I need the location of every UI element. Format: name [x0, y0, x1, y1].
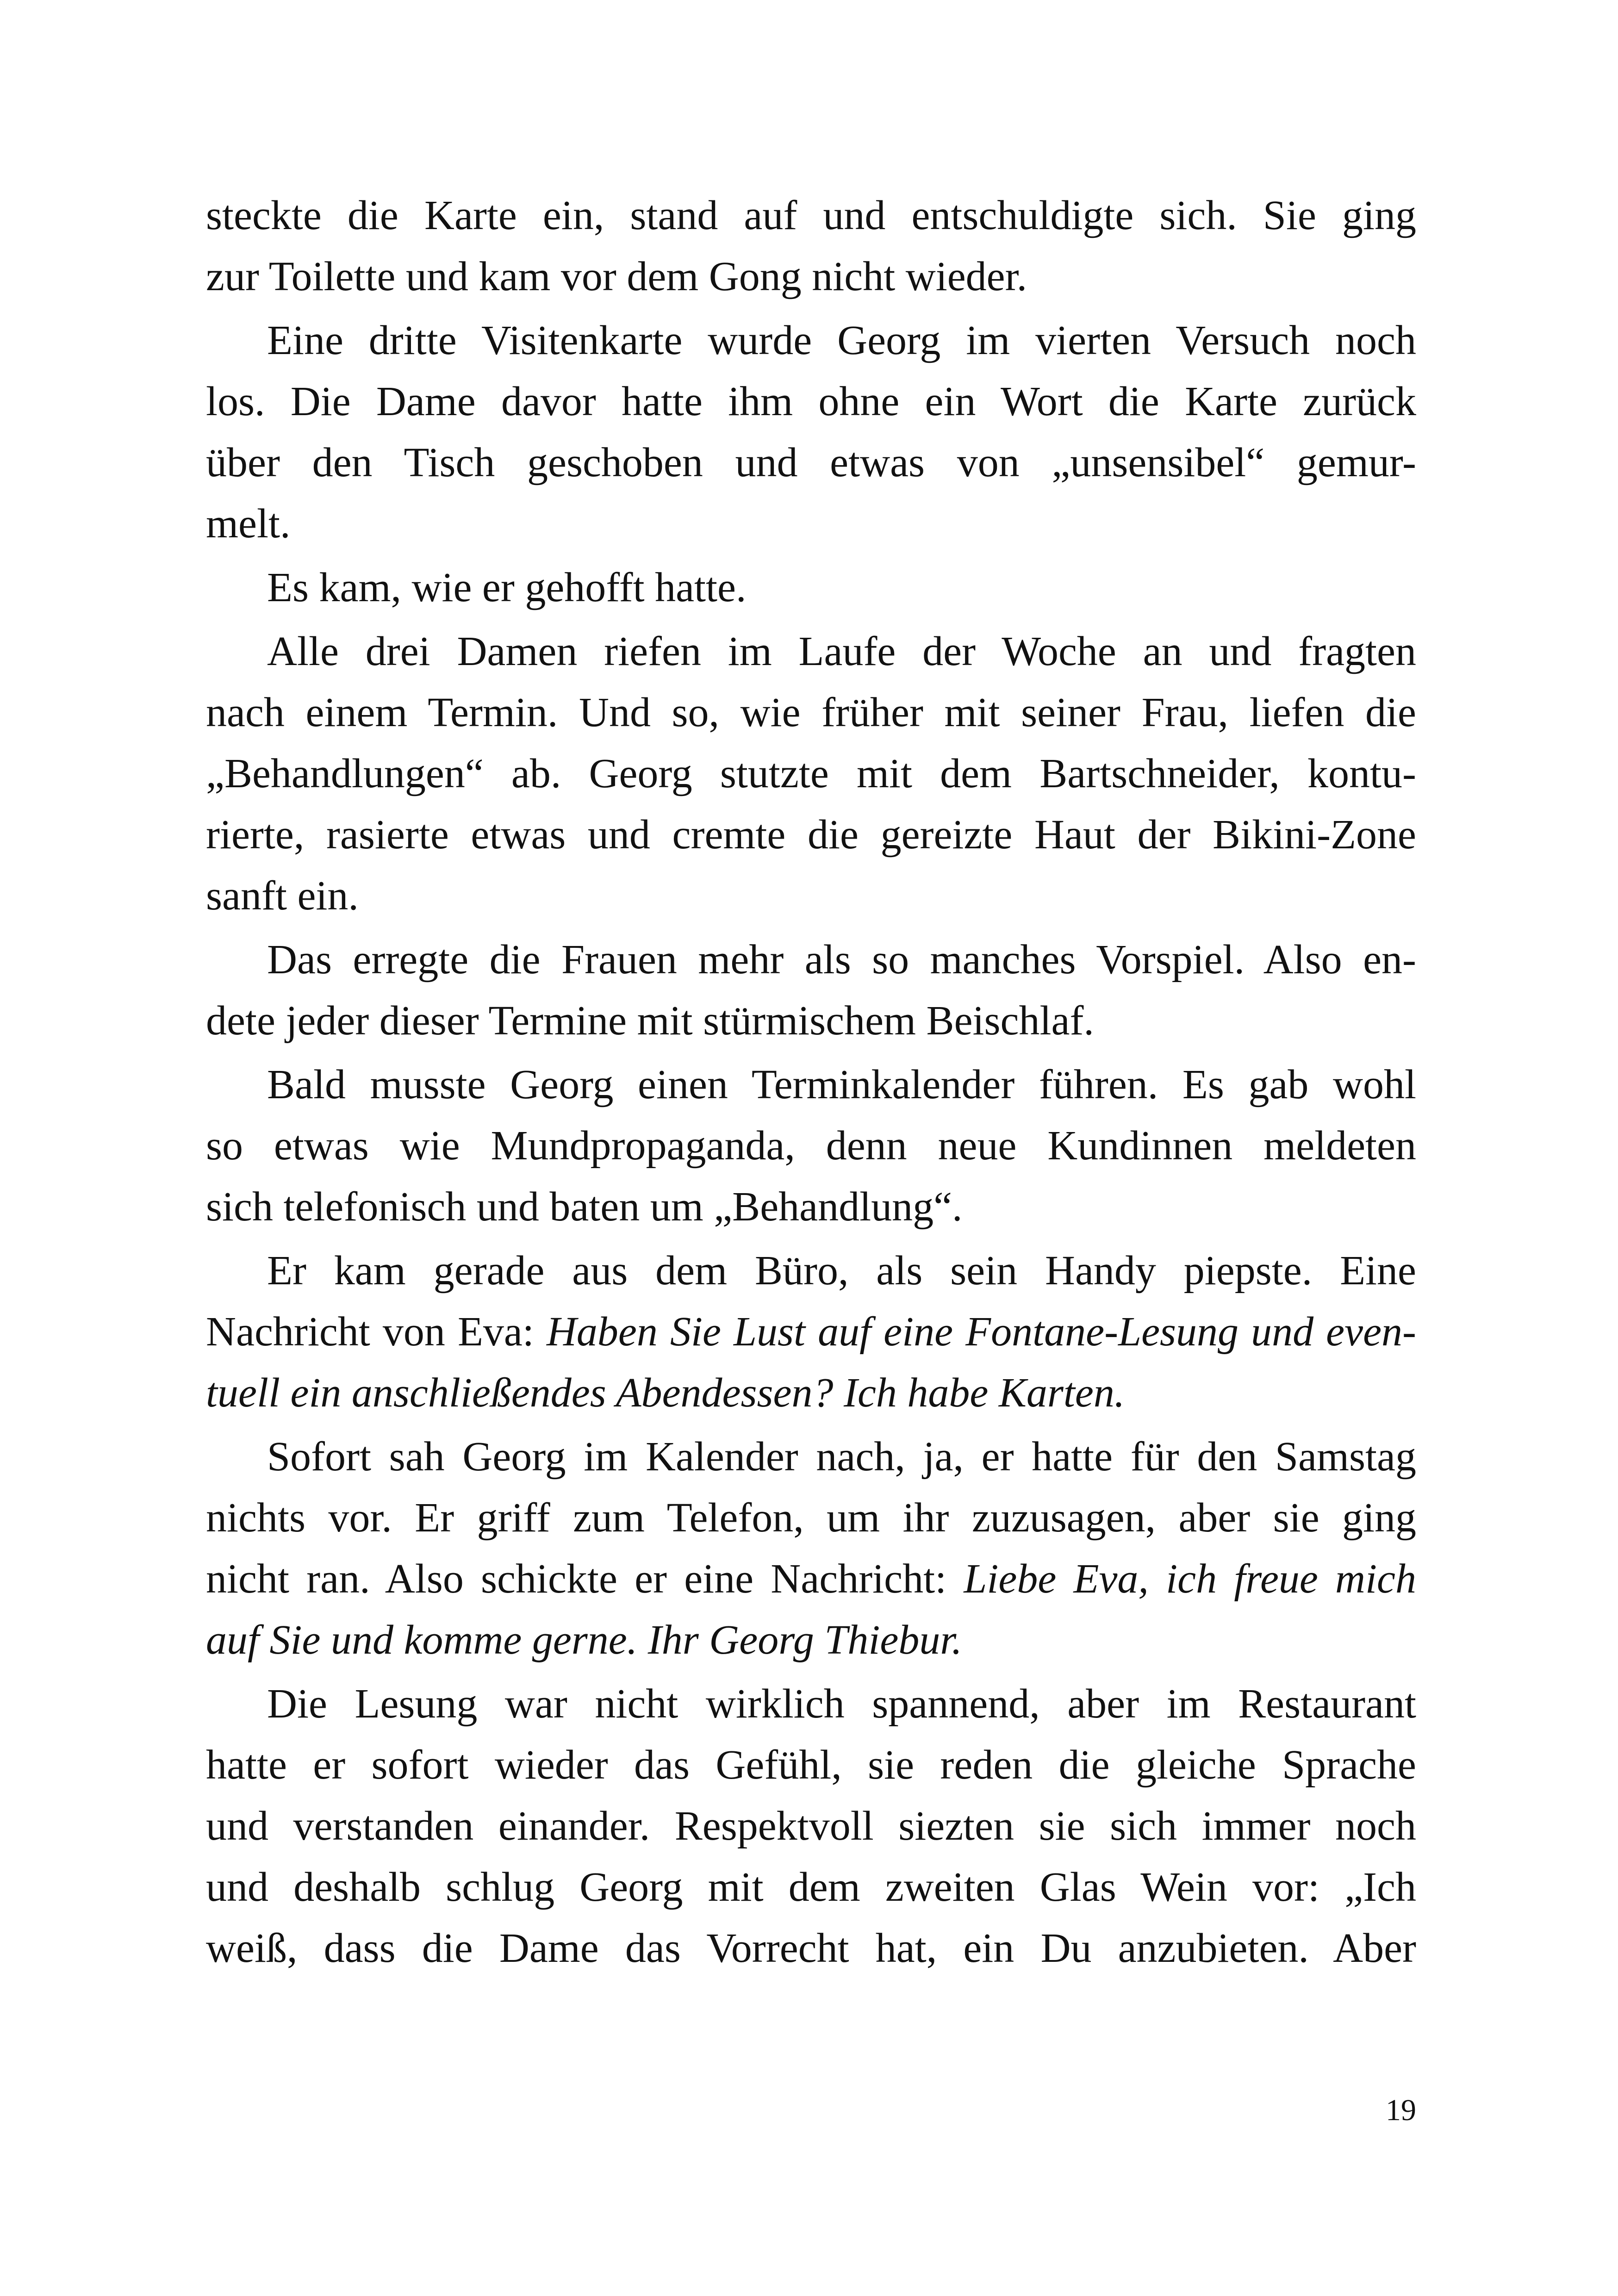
paragraph-start-line: Eine dritte Visitenkarte wurde Georg im vierten Versuch noch — [267, 317, 1416, 363]
text-line: los. Die Dame davor hatte ihm ohne ein Wort die Karte zurück — [206, 379, 1416, 424]
text-line — [206, 1301, 1416, 1363]
italic-message-text: Haben Sie Lust auf eine Fontane-Lesung und even- — [546, 1309, 1416, 1355]
text-line: nach einem Termin. Und so, wie früher mit seiner Frau, liefen die — [206, 690, 1416, 735]
italic-message-text: Liebe Eva, ich freue mich — [964, 1556, 1416, 1602]
text-segment: Nachricht von Eva: — [206, 1309, 547, 1355]
text-line: melt. — [206, 501, 291, 547]
text-line: nichts vor. Er griff zum Telefon, um ihr zuzusagen, aber sie ging — [206, 1495, 1416, 1541]
text-line — [206, 1549, 1416, 1610]
text-line: so etwas wie Mundpropaganda, denn neue Kundinnen meldeten — [206, 1123, 1416, 1169]
text-line: und verstanden einander. Respektvoll siezten sie sich immer noch — [206, 1803, 1416, 1849]
text-segment: nicht ran. Also schickte er eine Nachricht: — [206, 1556, 964, 1602]
paragraph-start-line: Bald musste Georg einen Terminkalender führen. Es gab wohl — [267, 1062, 1416, 1108]
text-line: steckte die Karte ein, stand auf und entschuldigte sich. Sie ging — [206, 193, 1416, 238]
page-number: 19 — [1386, 2093, 1416, 2127]
text-line: weiß, dass die Dame das Vorrecht hat, ein Du anzubieten. Aber — [206, 1925, 1416, 1971]
text-line: hatte er sofort wieder das Gefühl, sie reden die gleiche Sprache — [206, 1742, 1416, 1788]
paragraph-start-line: Alle drei Damen riefen im Laufe der Woche an und fragten — [267, 628, 1416, 674]
text-line: zur Toilette und kam vor dem Gong nicht wieder. — [206, 254, 1027, 299]
italic-message-line: tuell ein anschließendes Abendessen? Ich habe Karten. — [206, 1370, 1125, 1416]
body-text — [206, 185, 1416, 1979]
text-line: rierte, rasierte etwas und cremte die gereizte Haut der Bikini-Zone — [206, 812, 1416, 858]
text-line: über den Tisch geschoben und etwas von „unsensibel“ gemur- — [206, 440, 1416, 485]
text-line: dete jeder dieser Termine mit stürmischem Beischlaf. — [206, 998, 1094, 1044]
paragraph-start-line: Er kam gerade aus dem Büro, als sein Handy piepste. Eine — [267, 1248, 1416, 1294]
paragraph-start-line: Sofort sah Georg im Kalender nach, ja, er hatte für den Samstag — [267, 1434, 1416, 1480]
text-line: „Behandlungen“ ab. Georg stutzte mit dem Bartschneider, kontu- — [206, 751, 1416, 796]
paragraph-start-line: Das erregte die Frauen mehr als so manches Vorspiel. Also en- — [267, 937, 1416, 983]
paragraph-start-line: Es kam, wie er gehofft hatte. — [267, 565, 747, 610]
italic-message-line: auf Sie und komme gerne. Ihr Georg Thiebur. — [206, 1617, 962, 1663]
text-line: und deshalb schlug Georg mit dem zweiten Glas Wein vor: „Ich — [206, 1864, 1416, 1910]
paragraph-start-line: Die Lesung war nicht wirklich spannend, aber im Restaurant — [267, 1681, 1416, 1727]
text-line: sich telefonisch und baten um „Behandlung“. — [206, 1184, 963, 1230]
text-line: sanft ein. — [206, 873, 359, 919]
